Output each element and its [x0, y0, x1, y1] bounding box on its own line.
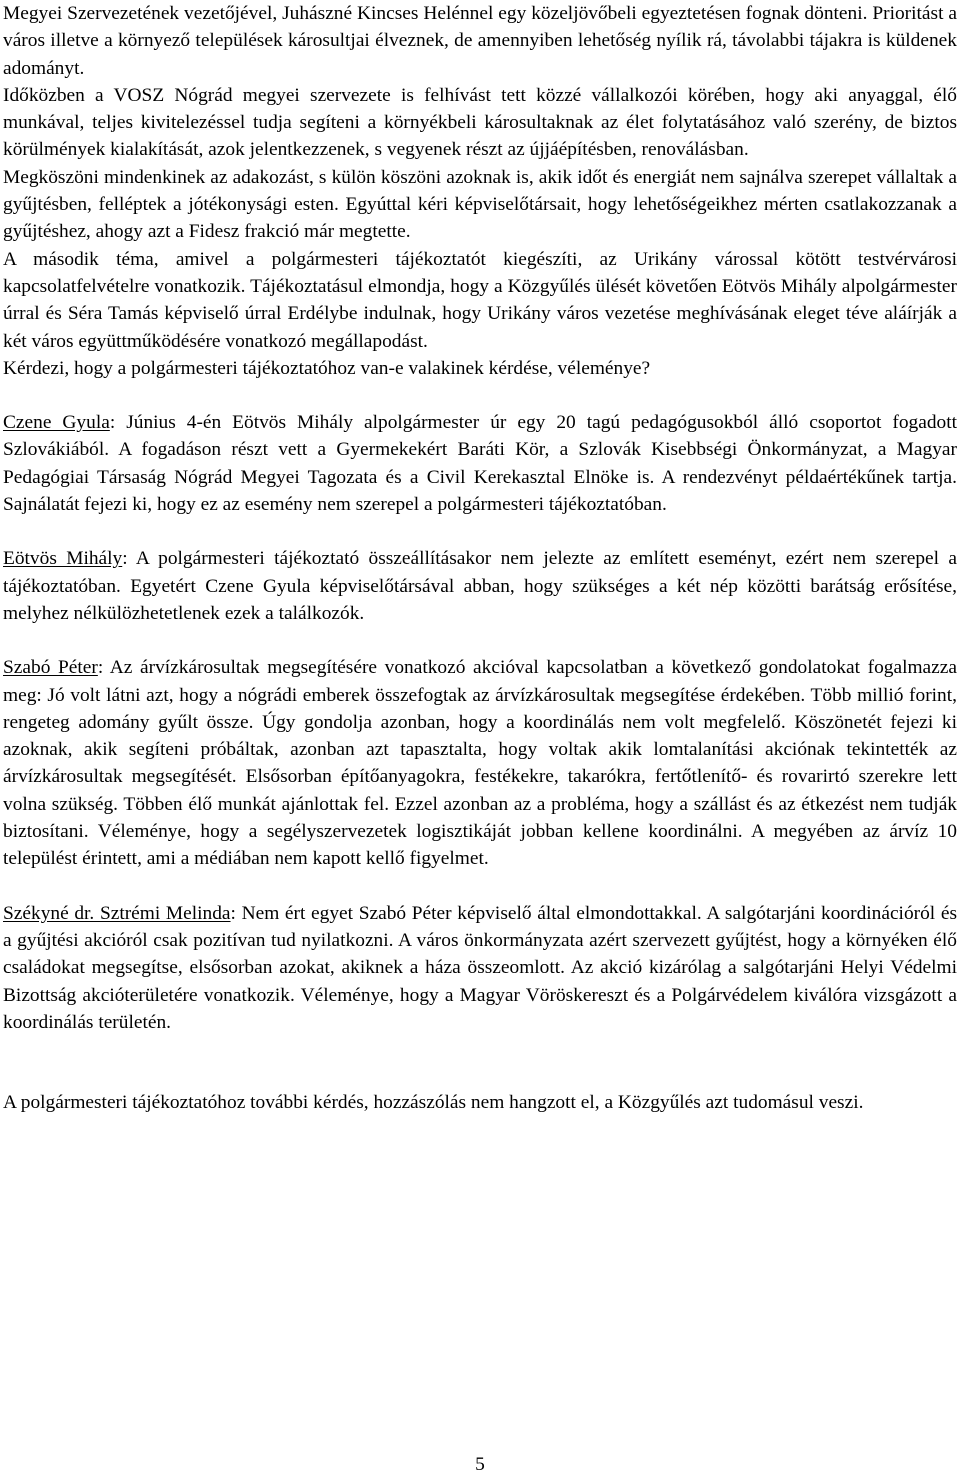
statement-text: : A polgármesteri tájékoztató összeállításakor nem jelezte az említett eseményt, ezért nem szerepel a tájékoztatóban. Egyetért Czene Gyula képviselőtársával abban, hogy szükséges a két nép közötti barátság erősítése, melyhez nélkülözhetetlenek ezek a találkozók.	[3, 548, 957, 624]
paragraph: Megköszöni mindenkinek az adakozást, s külön köszöni azoknak is, akik időt és energiát nem sajnálva szerepet vállaltak a gyűjtésben, felléptek a jótékonysági esten. Egyúttal kéri képviselőtársait, hogy lehetőségeikhez mérten csatlakozzanak a gyűjtéshez, ahogy azt a Fidesz frakció már megtette.	[3, 166, 957, 243]
page-number: 5	[475, 1454, 485, 1475]
speaker-name: Szabó Péter	[3, 657, 98, 679]
spacer	[3, 382, 957, 409]
speaker-name: Czene Gyula	[3, 412, 110, 434]
paragraph: Kérdezi, hogy a polgármesteri tájékoztatóhoz van-e valakinek kérdése, véleménye?	[3, 357, 651, 379]
statement	[3, 545, 957, 627]
statement-text: : Június 4-én Eötvös Mihály alpolgármester úr egy 20 tagú pedagógusokból álló csoportot fogadott Szlovákiából. A fogadáson részt vett a Gyermekekért Baráti Kör, a Szlovák Kisebbségi Önkormányzat, a Magyar Pedagógiai Társaság Nógrád Megyei Tagozata és a Civil Kerekasztal Elnöke is. A rendezvényt példaértékűnek tartja. Sajnálatát fejezi ki, hogy ez az esemény nem szerepel a polgármesteri tájékoztatóban.	[3, 412, 957, 516]
spacer	[3, 627, 957, 654]
statement	[3, 654, 957, 872]
spacer	[3, 518, 957, 545]
closing-paragraph: A polgármesteri tájékoztatóhoz további kérdés, hozzászólás nem hangzott el, a Közgyűlés azt tudomásul veszi.	[3, 1092, 864, 1114]
paragraph: Időközben a VOSZ Nógrád megyei szervezete is felhívást tett közzé vállalkozói körében, hogy aki anyaggal, élő munkával, teljes kivitelezéssel tudja segíteni a környékbeli károsultaknak az élet folytatásához való szerény, de biztos körülmények kialakítását, azok jelentkezzenek, s vegyenek részt az újjáépítésben, renoválásban.	[3, 84, 957, 161]
speaker-name: Eötvös Mihály	[3, 548, 123, 570]
spacer	[3, 873, 957, 900]
statement-text: : Az árvízkárosultak megsegítésére vonatkozó akcióval kapcsolatban a következő gondolatokat fogalmazza meg: Jó volt látni azt, hogy a nógrádi emberek összefogtak az árvízkárosultak megsegítése érdekében. Több millió forint, rengeteg adomány gyűlt össze. Úgy gondolja azonban, hogy a koordinálás nem volt megfelelő. Köszönetét fejezi ki azoknak, akik segíteni próbáltak, azonban azt tapasztalta, hogy voltak akik lomtalanítási akciónak tekintették az árvízkárosultak megsegítését. Elsősorban építőanyagokra, festékekre, takarókra, fertőtlenítő- és rovarirtó szerekre lett volna szükség. Többen élő munkát ajánlottak fel. Ezzel azonban az a probléma, hogy a szállást és az étkezést nem tudják biztosítani. Véleménye, hogy a segélyszervezetek logisztikáját jobban kellene koordinálni. A megyében az árvíz 10 települést érintett, ami a médiában nem kapott kellő figyelmet.	[3, 657, 957, 870]
paragraph: A második téma, amivel a polgármesteri tájékoztatót kiegészíti, az Urikány várossal kötött testvérvárosi kapcsolatfelvételre vonatkozik. Tájékoztatásul elmondja, hogy a Közgyűlés ülését követően Eötvös Mihály alpolgármester úrral és Séra Tamás képviselő úrral Erdélybe indulnak, hogy Urikány város vezetése meghívásának eleget téve aláírják a két város együttműködésére vonatkozó megállapodást.	[3, 248, 957, 352]
document-page	[3, 0, 957, 1116]
speaker-name: Székyné dr. Sztrémi Melinda	[3, 902, 231, 924]
spacer	[3, 1036, 957, 1089]
paragraph: Megyei Szervezetének vezetőjével, Juhászné Kincses Helénnel egy közeljövőbeli egyeztetésen fognak dönteni. Prioritást a város illetve a környező települések károsultjai élveznek, de amennyiben lehetőség nyílik rá, távolabbi tájakra is küldenek adományt.	[3, 3, 957, 79]
statement	[3, 900, 957, 1036]
statement	[3, 409, 957, 518]
statement-text: : Nem ért egyet Szabó Péter képviselő által elmondottakkal. A salgótarjáni koordinációról és a gyűjtési akcióról csak pozitívan tud nyilatkozni. A város önkormányzata azért szervezett gyűjtést, hogy a környéken élő családokat megsegítse, elsősorban azokat, akiknek a háza összeomlott. Az akció kizárólag a salgótarjáni Helyi Védelmi Bizottság akcióterületére vonatkozik. Véleménye, hogy a Magyar Vöröskereszt és a Polgárvédelem kiválóra vizsgázott a koordinálás területén.	[3, 902, 957, 1033]
